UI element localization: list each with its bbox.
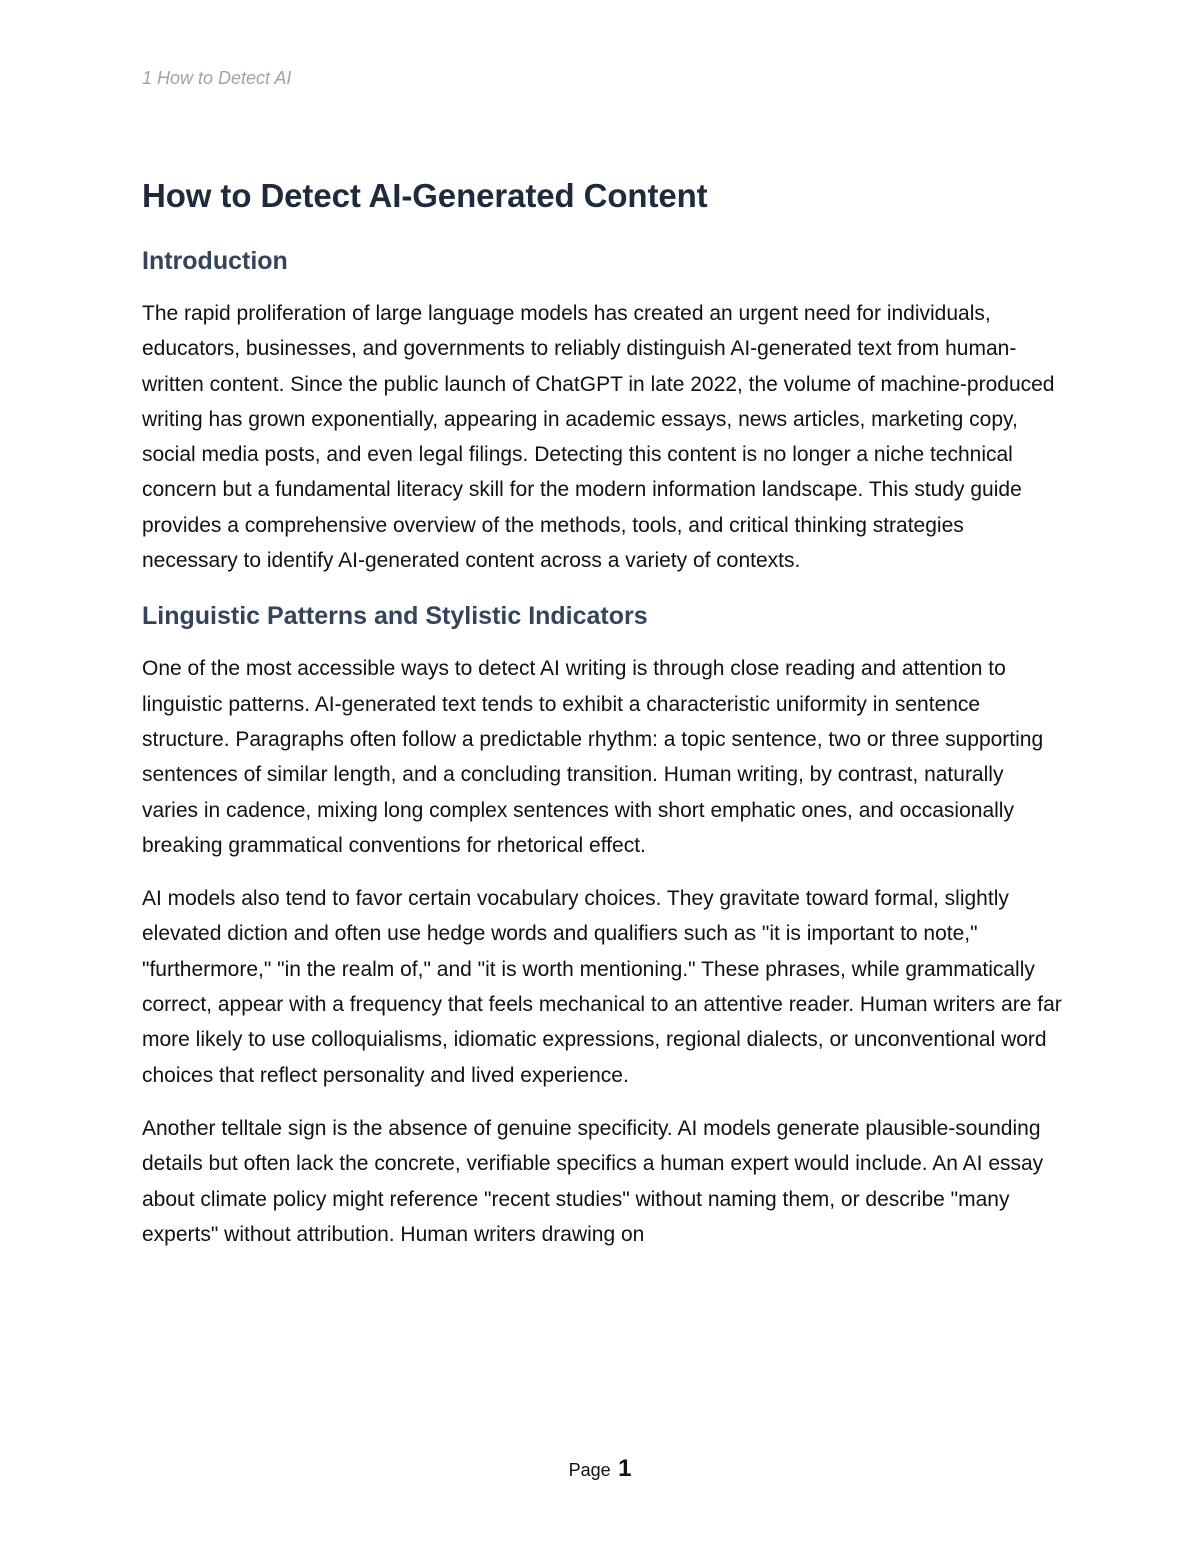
document-title: How to Detect AI-Generated Content (142, 177, 708, 214)
paragraph: One of the most accessible ways to detect AI writing is through close reading and attention to linguistic patterns. AI-generated text tends to exhibit a characteristic uniformity in sentence structure. Paragraphs often follow a predictable rhythm: a topic sentence, two or three supporting sentences of similar length, and a concluding transition. Human writing, by contrast, naturally varies in cadence, mixing long complex sentences with short emphatic ones, and occasionally breaking grammatical conventions for rhetorical effect. (142, 657, 1044, 857)
paragraph: AI models also tend to favor certain vocabulary choices. They gravitate toward formal, slightly elevated diction and often use hedge words and qualifiers such as "it is important to note," "furthermore," "in the realm of," and "it is worth mentioning." These phrases, while grammatically correct, appear with a frequency that feels mechanical to an attentive reader. Human writers are far more likely to use colloquialisms, idiomatic expressions, regional dialects, or unconventional word choices that reflect personality and lived experience. (142, 887, 1062, 1087)
section-heading-linguistic-patterns: Linguistic Patterns and Stylistic Indicators (142, 602, 648, 631)
section-heading-introduction: Introduction (142, 247, 288, 275)
running-header: 1 How to Detect AI (142, 68, 292, 88)
paragraph: Another telltale sign is the absence of genuine specificity. AI models generate plausible-sounding details but often lack the concrete, verifiable specifics a human expert would include. An AI essay about climate policy might reference "recent studies" without naming them, or describe "many experts" without attribution. Human writers drawing on (142, 1116, 1044, 1246)
paragraph: The rapid proliferation of large language models has created an urgent need for individuals, educators, businesses, and governments to reliably distinguish AI-generated text from human-written content. Since the public launch of ChatGPT in late 2022, the volume of machine-produced writing has grown exponentially, appearing in academic essays, news articles, marketing copy, social media posts, and even legal filings. Detecting this content is no longer a niche technical concern but a fundamental literacy skill for the modern information landscape. This study guide provides a comprehensive overview of the methods, tools, and critical thinking strategies necessary to identify AI-generated content across a variety of contexts. (142, 302, 1055, 573)
page-footer (0, 1455, 1200, 1483)
page-content (142, 170, 1062, 1252)
page-number: 1 (618, 1455, 632, 1482)
page-label: Page (568, 1460, 611, 1480)
